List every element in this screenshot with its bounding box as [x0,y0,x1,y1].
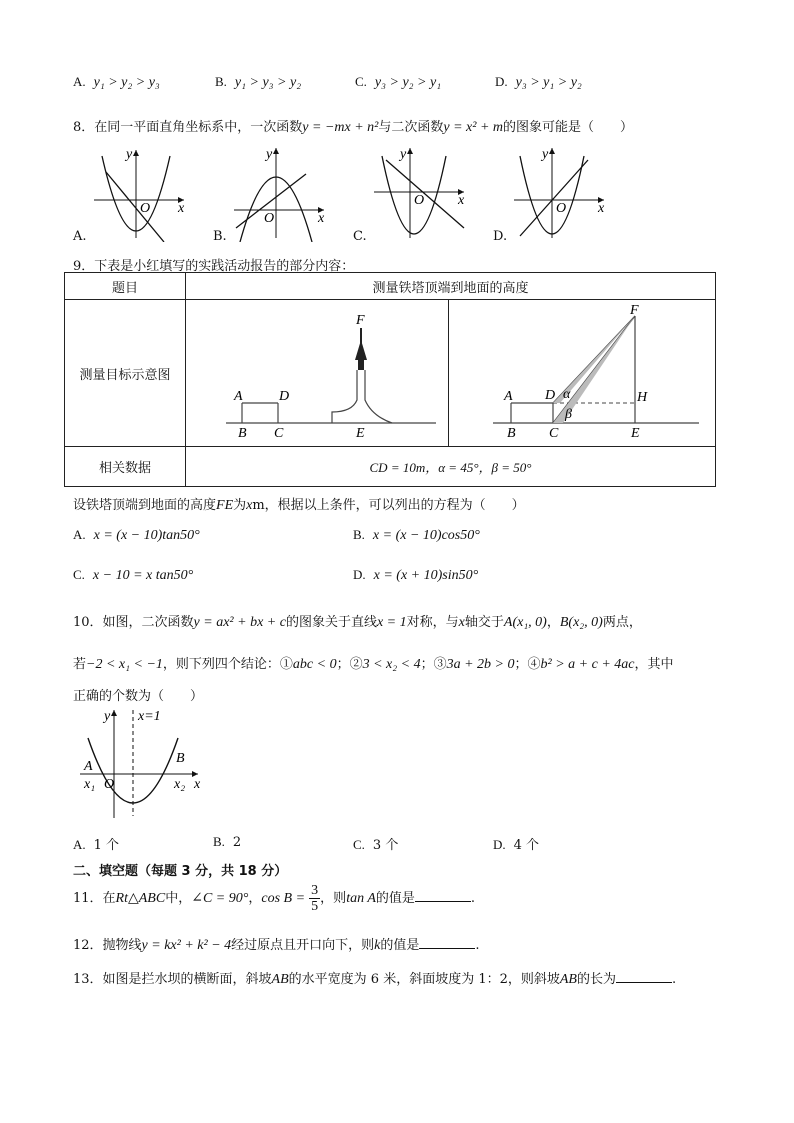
svg-text:y: y [400,147,407,162]
q10-line-2: 若−2 < x₁ < −1，则下列四个结论：①abc < 0；②3 < x₂ < 4；③3a + 2b > 0；④b² > a + c + 4ac，其中 [73,657,674,672]
svg-text:O: O [556,201,567,216]
q11: 11．在Rt△ABC中，∠C = 90°，cos B = $\frac{3}{5}$ ，则tan A的值是 . [73,883,476,914]
tower-diagram-2 [449,300,715,446]
q8-graph-c-label: C. [353,229,367,244]
svg-text:A: A [234,389,243,404]
svg-text:C: C [274,426,284,441]
answer-blank[interactable] [415,901,471,902]
q10-option-a: A. 1 个 [73,837,120,853]
svg-text:E: E [631,426,640,441]
q10-line-3: 正确的个数为（ ） [73,689,204,704]
svg-text:x=1: x=1 [138,709,161,724]
svg-text:F: F [356,313,365,328]
q7-option-b: B. y₁ > y₃ > y₂ [215,74,302,90]
q7-option-c: C. y₃ > y₂ > y₁ [355,74,442,90]
svg-text:x: x [318,211,325,226]
tower-body [365,370,392,423]
svg-text:D: D [545,388,556,403]
svg-text:x: x [598,201,605,216]
svg-text:y: y [126,147,133,162]
table-header-title: 测量铁塔顶端到地面的高度 [186,273,716,300]
q12: 12．抛物线y = kx² + k² − 4经过原点且开口向下，则k的值是 . [73,938,480,953]
svg-text:H: H [637,390,648,405]
svg-text:A: A [84,759,93,774]
table-data-values: CD = 10m，α = 45°，β = 50° [186,447,716,487]
q8-graph-a [92,146,192,242]
fraction-3-5: $\frac{3}{5}$ [311,883,319,914]
q7-option-a: A. y₁ > y₂ > y₃ [73,74,160,90]
q10-option-d: D. 4 个 [493,837,540,853]
q8-graph-d-label: D. [493,229,508,244]
q9-option-b: B. x = (x − 10)cos50° [353,527,480,543]
svg-text:B: B [176,751,185,766]
svg-text:x₁: x₁ [84,777,96,792]
section-heading-fill-in: 二、填空题（每题 3 分，共 18 分） [73,864,288,879]
svg-text:C: C [549,426,559,441]
q10-option-b: B. 2 [213,834,242,850]
svg-text:B: B [507,426,516,441]
q8-graph-c [372,146,472,242]
q10-option-c: C. 3 个 [353,837,399,853]
tower-top [358,358,364,370]
q9-question: 设铁塔顶端到地面的高度FE为xm，根据以上条件，可以列出的方程为（ ） [73,498,525,513]
svg-text:B: B [238,426,247,441]
svg-text:E: E [356,426,365,441]
svg-text:α: α [563,387,571,402]
svg-text:O: O [264,211,275,226]
svg-text:x₂: x₂ [174,777,186,792]
q9-option-a: A. x = (x − 10)tan50° [73,527,200,543]
q10-line-1: 10．如图，二次函数y = ax² + bx + c的图象关于直线x = 1对称，与x轴交于A(x₁, 0)，B(x₂, 0)两点， [73,615,642,630]
q9-option-d: D. x = (x + 10)sin50° [353,567,479,583]
table-row-diagram-label: 测量目标示意图 [65,300,186,447]
q13: 13．如图是拦水坝的横断面，斜坡AB的水平宽度为 6 米，斜面坡度为 1：2，则斜坡AB的长为 . [73,972,677,987]
svg-text:O: O [104,777,115,792]
q9-option-c: C. x − 10 = x tan50° [73,567,194,583]
report-table [64,272,716,487]
q9-stem: 9．下表是小红填写的实践活动报告的部分内容： [73,259,355,274]
q8-stem: 8．在同一平面直角坐标系中，一次函数y = −mx + n²与二次函数y = x² + m的图象可能是（ ） [73,120,634,135]
answer-blank[interactable] [419,948,475,949]
svg-text:O: O [414,193,425,208]
table-header-topic: 题目 [65,273,186,300]
q8-graph-a-label: A. [73,229,87,244]
svg-text:β: β [565,407,572,422]
svg-text:y: y [266,147,273,162]
svg-text:D: D [279,389,290,404]
q10-graph [78,708,208,820]
tower-diagram-cell-1 [186,300,449,447]
svg-text:x: x [194,777,201,792]
svg-text:y: y [104,709,111,724]
svg-text:y: y [542,147,549,162]
line [386,160,464,228]
svg-text:O: O [140,201,151,216]
q8-graph-b [232,146,332,242]
table-row-data-label: 相关数据 [65,447,186,487]
svg-text:F: F [630,303,639,318]
tower-diagram-cell-2 [449,300,716,447]
q8-graph-d [512,146,612,242]
svg-text:x: x [178,201,185,216]
q7-option-d: D. y₃ > y₁ > y₂ [495,74,582,90]
answer-blank[interactable] [616,982,672,983]
tower-diagram-1 [186,300,448,446]
svg-text:A: A [504,389,513,404]
svg-text:x: x [458,193,465,208]
q8-graph-b-label: B. [213,229,227,244]
